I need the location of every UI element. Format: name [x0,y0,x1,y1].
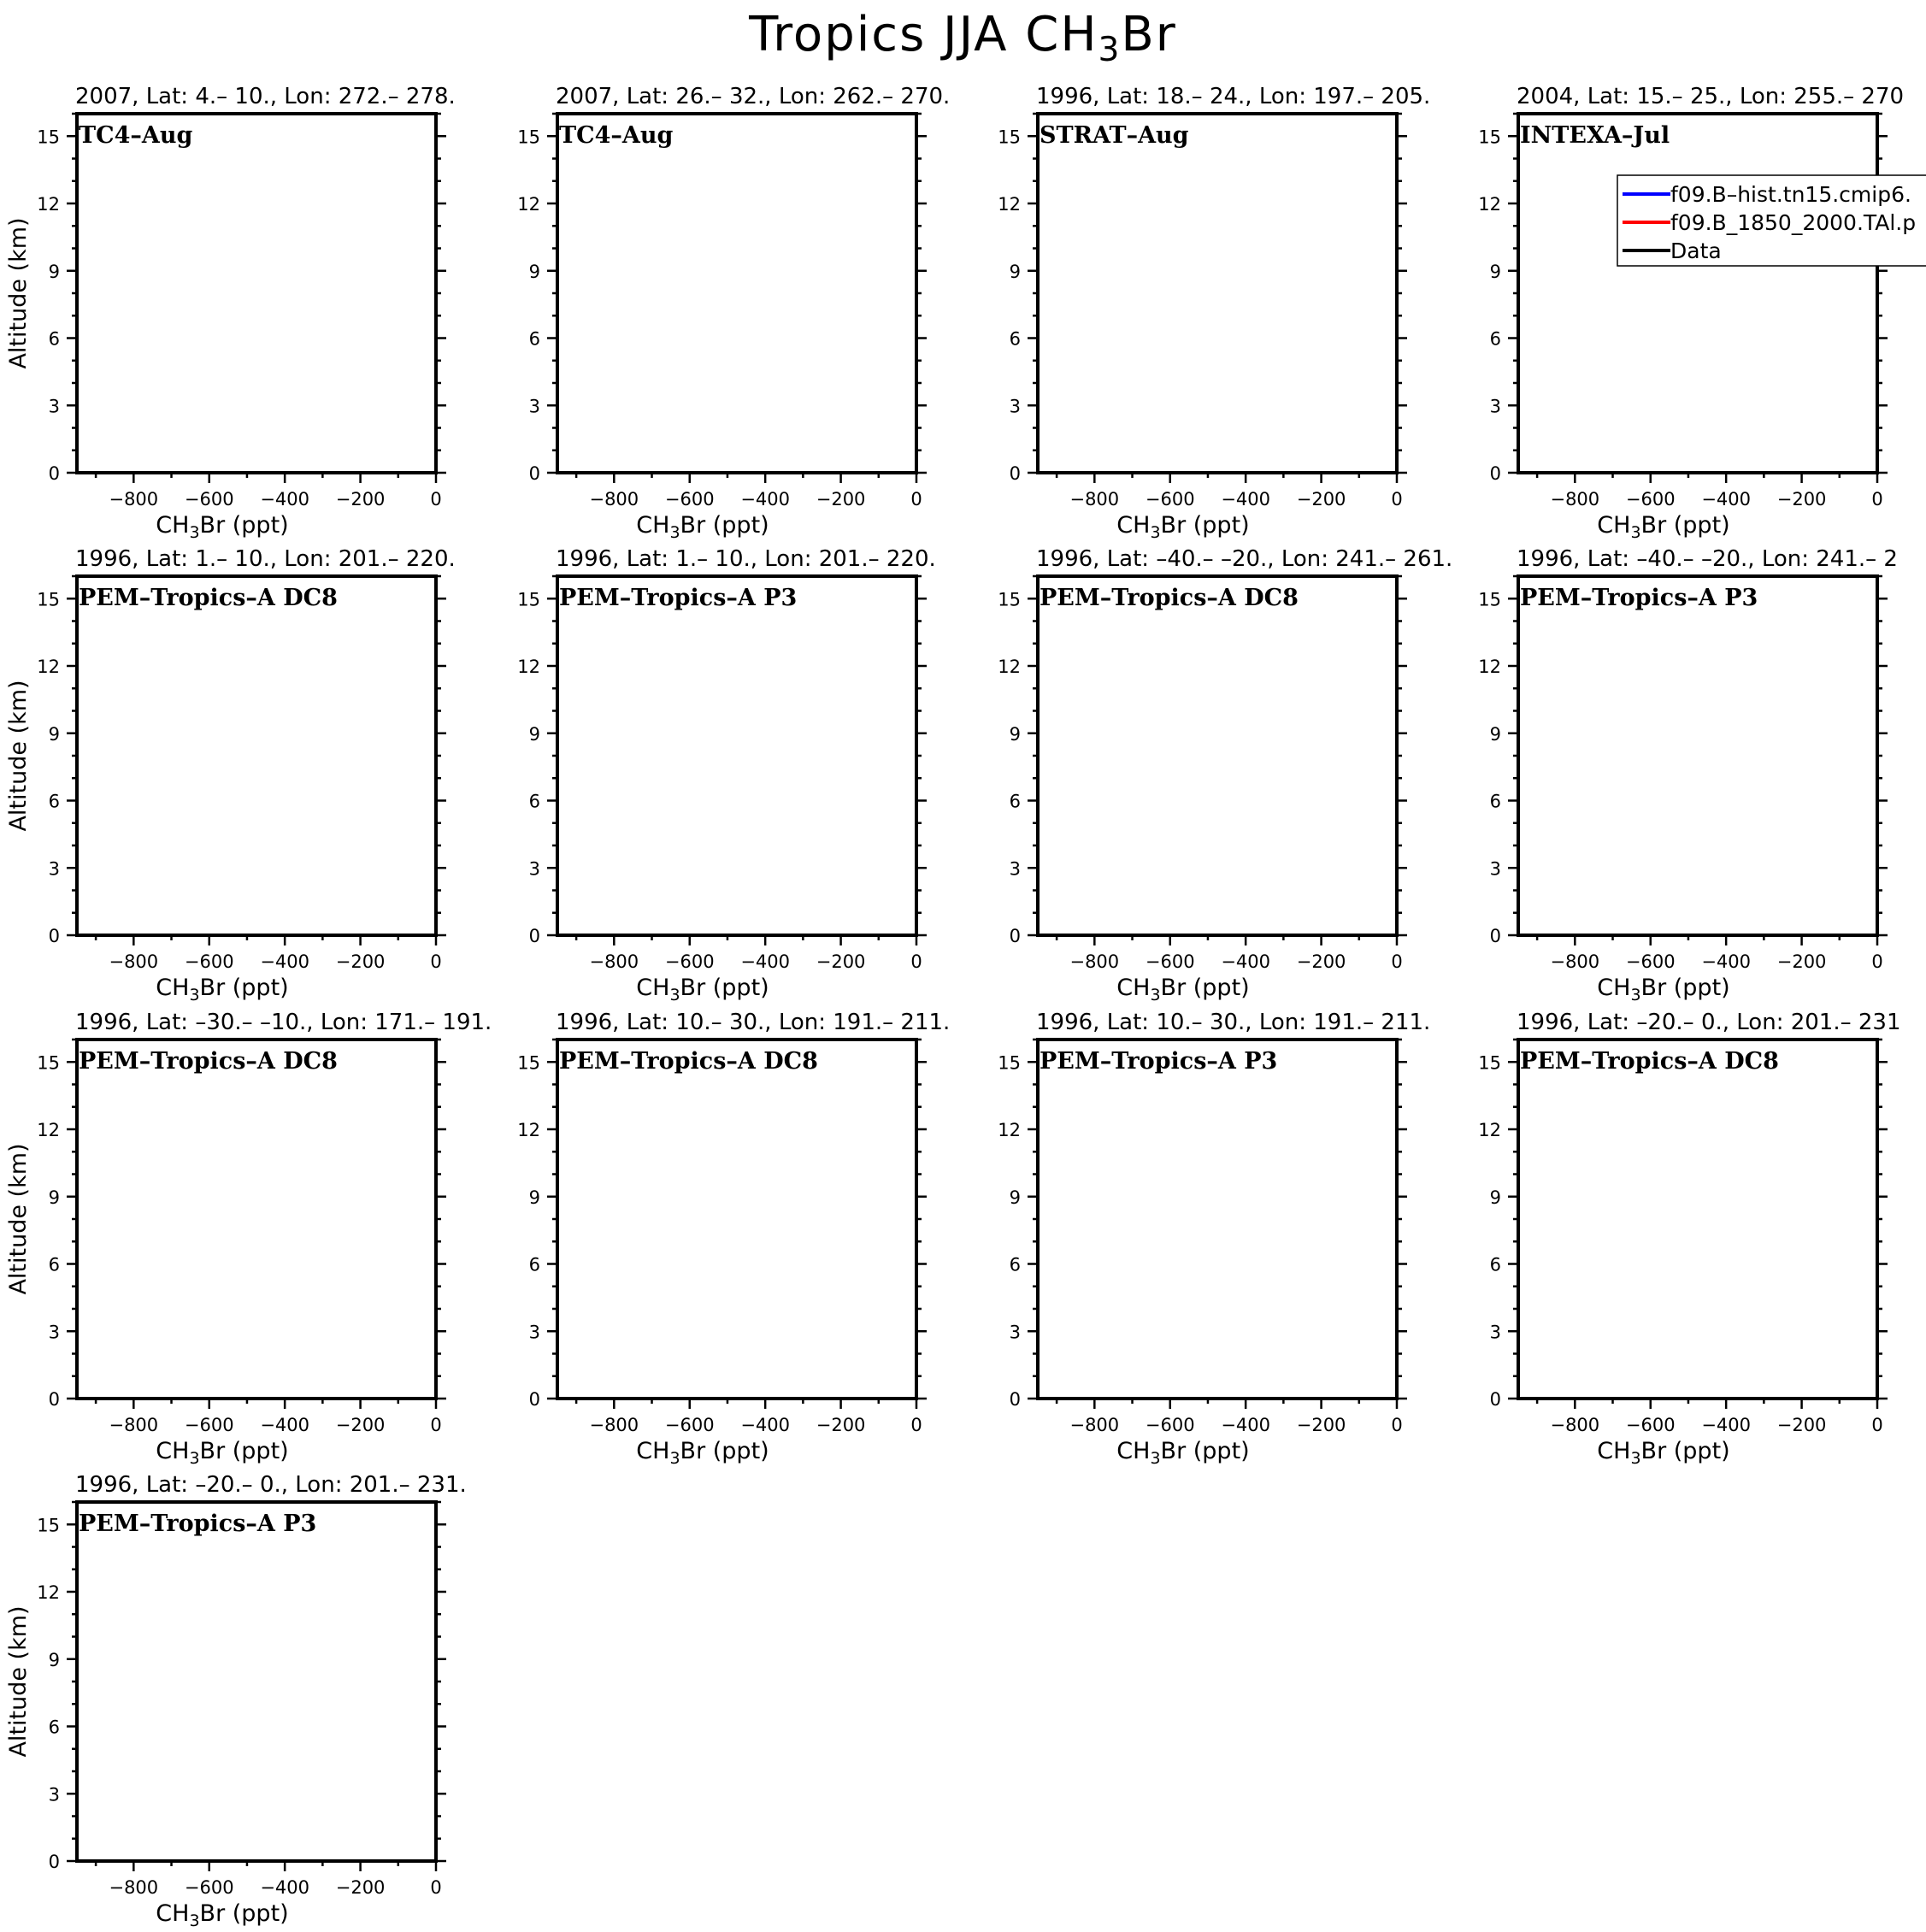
campaign-label: PEM–Tropics–A DC8 [559,1048,818,1075]
y-tick-label: 9 [528,1187,540,1208]
x-tick-label: −200 [816,1415,866,1435]
x-axis-label: $CH_3Br$ (ppt) [156,1900,289,1930]
x-tick-label: −600 [1145,951,1195,972]
x-tick-label: −200 [1776,1415,1827,1435]
y-tick-label: 15 [1478,589,1501,610]
y-tick-label: 15 [517,589,540,610]
x-axis-label: $CH_3Br$ (ppt) [1116,975,1250,1004]
y-tick-label: 15 [37,1052,60,1074]
x-tick-label: 0 [910,489,922,510]
plot-frame [557,114,916,473]
x-tick-label: −800 [589,1415,639,1435]
x-axis-label: $CH_3Br$ (ppt) [1597,512,1730,542]
y-tick-label: 0 [48,1852,60,1872]
x-tick-label: −400 [1221,1415,1271,1435]
campaign-label: PEM–Tropics–A DC8 [79,585,338,611]
x-tick-label: −400 [260,489,310,510]
x-axis-label: $CH_3Br$ (ppt) [1116,512,1250,542]
x-tick-label: −400 [1221,489,1271,510]
y-tick-label: 15 [37,127,60,148]
y-tick-label: 3 [48,396,60,417]
y-tick-label: 9 [48,1649,60,1670]
panel-title: 2004, Lat: 15.– 25., Lon: 255.– 270 [1517,84,1905,109]
x-tick-label: −200 [1296,489,1346,510]
y-tick-label: 0 [528,926,540,946]
y-tick-label: 0 [1489,463,1501,484]
x-tick-label: −600 [1625,1415,1676,1435]
x-axis-label: $CH_3Br$ (ppt) [636,512,769,542]
x-tick-label: −800 [589,951,639,972]
chart-panel-11 [998,1010,1430,1468]
y-tick-label: 9 [1489,261,1501,282]
x-tick-label: −200 [335,1415,386,1435]
x-tick-label: −800 [109,1415,159,1435]
x-tick-label: −600 [184,1415,234,1435]
panel-title: 1996, Lat: 10.– 30., Lon: 191.– 211. [1036,1010,1431,1035]
x-tick-label: 0 [430,1877,442,1898]
y-tick-label: 6 [1489,328,1501,350]
y-tick-label: 12 [517,657,540,677]
x-tick-label: −600 [184,951,234,972]
y-tick-label: 15 [998,589,1021,610]
x-tick-label: −400 [260,951,310,972]
y-tick-label: 12 [517,194,540,215]
y-tick-label: 9 [1009,261,1021,282]
y-tick-label: 9 [1009,1187,1021,1208]
y-tick-label: 12 [1478,1120,1501,1140]
y-tick-label: 0 [1489,1389,1501,1410]
legend-label: f09.B_1850_2000.TAl.p [1670,210,1917,235]
y-tick-label: 6 [1009,1254,1021,1275]
plot-frame [557,576,916,935]
y-tick-label: 9 [1009,723,1021,745]
x-tick-label: −600 [1625,951,1676,972]
x-tick-label: −600 [1145,1415,1195,1435]
y-tick-label: 9 [48,1187,60,1208]
panel-title: 1996, Lat: –20.– 0., Lon: 201.– 231. [75,1472,467,1498]
y-tick-label: 3 [1009,1322,1021,1343]
x-axis-label: $CH_3Br$ (ppt) [156,975,289,1004]
figure-title-main: Tropics JJA CH [749,7,1098,62]
chart-panel-12 [1478,1010,1900,1468]
figure-title-end: Br [1121,7,1177,62]
y-tick-label: 12 [37,1582,60,1603]
y-tick-label: 6 [48,791,60,812]
y-tick-label: 15 [37,1515,60,1536]
panel-title: 1996, Lat: 10.– 30., Lon: 191.– 211. [556,1010,951,1035]
y-tick-label: 6 [528,1254,540,1275]
campaign-label: TC4–Aug [79,122,193,149]
y-tick-label: 3 [1489,1322,1501,1343]
chart-panel-9 [5,1010,492,1468]
x-tick-label: −200 [1296,1415,1346,1435]
y-tick-label: 3 [1489,396,1501,417]
campaign-label: INTEXA–Jul [1520,122,1670,149]
x-tick-label: −600 [1145,489,1195,510]
campaign-label: PEM–Tropics–A P3 [559,585,798,611]
y-tick-label: 3 [1009,858,1021,880]
x-tick-label: −200 [816,489,866,510]
y-tick-label: 3 [528,858,540,880]
campaign-label: PEM–Tropics–A DC8 [1520,1048,1779,1075]
y-tick-label: 0 [48,1389,60,1410]
x-tick-label: −400 [260,1877,310,1898]
chart-panel-7 [998,546,1452,1004]
panel-title: 2007, Lat: 26.– 32., Lon: 262.– 270. [556,84,951,109]
x-tick-label: −400 [740,1415,791,1435]
legend-label: Data [1670,239,1722,263]
y-tick-label: 0 [48,926,60,946]
y-tick-label: 12 [998,1120,1021,1140]
x-tick-label: −200 [335,1877,386,1898]
x-tick-label: 0 [1871,951,1883,972]
y-tick-label: 12 [37,1120,60,1140]
x-tick-label: −600 [664,489,715,510]
y-tick-label: 9 [528,261,540,282]
chart-panel-8 [1478,546,1898,1004]
x-tick-label: −600 [184,1877,234,1898]
panel-title: 1996, Lat: –40.– –20., Lon: 241.– 2 [1517,546,1898,572]
x-tick-label: 0 [1391,1415,1403,1435]
x-tick-label: −800 [1069,1415,1120,1435]
y-axis-label: Altitude (km) [5,217,32,369]
campaign-label: PEM–Tropics–A DC8 [1040,585,1299,611]
y-tick-label: 15 [37,589,60,610]
x-tick-label: −600 [1625,489,1676,510]
x-tick-label: −400 [260,1415,310,1435]
x-tick-label: −200 [335,489,386,510]
x-tick-label: −400 [1701,1415,1752,1435]
y-tick-label: 3 [528,396,540,417]
campaign-label: TC4–Aug [559,122,674,149]
y-tick-label: 12 [998,657,1021,677]
x-tick-label: −800 [1550,489,1600,510]
chart-panel-1 [5,84,456,542]
panel-title: 2007, Lat: 4.– 10., Lon: 272.– 278. [75,84,456,109]
x-tick-label: −800 [109,951,159,972]
y-tick-label: 0 [528,1389,540,1410]
y-tick-label: 9 [528,723,540,745]
chart-panel-4 [1478,84,1926,542]
x-axis-label: $CH_3Br$ (ppt) [156,1438,289,1468]
x-tick-label: −800 [109,1877,159,1898]
y-tick-label: 12 [37,194,60,215]
x-tick-label: −400 [740,951,791,972]
x-tick-label: −400 [1701,951,1752,972]
y-tick-label: 6 [1489,1254,1501,1275]
panel-title: 1996, Lat: 1.– 10., Lon: 201.– 220. [75,546,456,572]
y-tick-label: 0 [1009,463,1021,484]
y-tick-label: 3 [48,1322,60,1343]
panel-title: 1996, Lat: –40.– –20., Lon: 241.– 261. [1036,546,1453,572]
y-tick-label: 9 [48,261,60,282]
y-tick-label: 12 [1478,657,1501,677]
x-axis-label: $CH_3Br$ (ppt) [636,975,769,1004]
plot-frame [1518,576,1877,935]
y-tick-label: 6 [1009,791,1021,812]
y-tick-label: 12 [998,194,1021,215]
x-axis-label: $CH_3Br$ (ppt) [1597,1438,1730,1468]
y-tick-label: 15 [998,1052,1021,1074]
y-tick-label: 6 [1489,791,1501,812]
y-tick-label: 15 [998,127,1021,148]
x-tick-label: −600 [184,489,234,510]
x-tick-label: −200 [1296,951,1346,972]
x-tick-label: 0 [430,1415,442,1435]
y-tick-label: 12 [1478,194,1501,215]
x-tick-label: −600 [664,1415,715,1435]
y-tick-label: 0 [528,463,540,484]
y-tick-label: 9 [1489,723,1501,745]
plot-frame [1038,1040,1397,1399]
y-tick-label: 3 [48,858,60,880]
y-tick-label: 6 [528,791,540,812]
x-tick-label: −200 [335,951,386,972]
y-tick-label: 9 [48,723,60,745]
y-tick-label: 15 [517,1052,540,1074]
x-tick-label: −200 [816,951,866,972]
chart-panel-3 [998,84,1430,542]
chart-panel-10 [517,1010,950,1468]
x-tick-label: −600 [664,951,715,972]
x-tick-label: −400 [1701,489,1752,510]
chart-panel-6 [517,546,936,1004]
y-tick-label: 12 [517,1120,540,1140]
x-tick-label: −800 [589,489,639,510]
x-tick-label: 0 [1871,1415,1883,1435]
y-tick-label: 6 [48,328,60,350]
y-tick-label: 0 [1009,926,1021,946]
y-tick-label: 3 [48,1784,60,1805]
y-tick-label: 6 [1009,328,1021,350]
x-axis-label: $CH_3Br$ (ppt) [636,1438,769,1468]
x-tick-label: 0 [1391,489,1403,510]
campaign-label: PEM–Tropics–A P3 [79,1511,317,1537]
y-tick-label: 3 [528,1322,540,1343]
plot-frame [77,576,436,935]
plot-frame [77,1502,436,1861]
x-tick-label: −800 [1069,489,1120,510]
panel-title: 1996, Lat: 18.– 24., Lon: 197.– 205. [1036,84,1431,109]
chart-panel-5 [5,546,456,1004]
y-tick-label: 0 [1489,926,1501,946]
chart-panel-2 [517,84,950,542]
x-tick-label: −800 [1550,1415,1600,1435]
x-tick-label: −800 [1069,951,1120,972]
campaign-label: PEM–Tropics–A P3 [1040,1048,1278,1075]
y-tick-label: 3 [1489,858,1501,880]
plot-frame [1518,114,1877,473]
x-tick-label: 0 [430,489,442,510]
y-tick-label: 0 [48,463,60,484]
y-axis-label: Altitude (km) [5,680,32,832]
x-axis-label: $CH_3Br$ (ppt) [1116,1438,1250,1468]
y-tick-label: 15 [1478,127,1501,148]
panel-title: 1996, Lat: 1.– 10., Lon: 201.– 220. [556,546,936,572]
panel-title: 1996, Lat: –30.– –10., Lon: 171.– 191. [75,1010,492,1035]
y-tick-label: 6 [48,1717,60,1738]
campaign-label: PEM–Tropics–A P3 [1520,585,1758,611]
y-tick-label: 3 [1009,396,1021,417]
y-tick-label: 15 [1478,1052,1501,1074]
x-tick-label: 0 [1871,489,1883,510]
y-axis-label: Altitude (km) [5,1143,32,1295]
x-tick-label: −400 [1221,951,1271,972]
x-tick-label: −200 [1776,489,1827,510]
campaign-label: STRAT–Aug [1040,122,1189,149]
y-tick-label: 6 [528,328,540,350]
x-tick-label: −800 [1550,951,1600,972]
x-axis-label: $CH_3Br$ (ppt) [1597,975,1730,1004]
y-tick-label: 0 [1009,1389,1021,1410]
plot-frame [1038,114,1397,473]
y-axis-label: Altitude (km) [5,1605,32,1758]
x-tick-label: −400 [740,489,791,510]
x-tick-label: −800 [109,489,159,510]
plot-frame [77,1040,436,1399]
x-axis-label: $CH_3Br$ (ppt) [156,512,289,542]
y-tick-label: 12 [37,657,60,677]
x-tick-label: 0 [430,951,442,972]
legend-label: f09.B–hist.tn15.cmip6. [1670,182,1911,207]
plot-frame [557,1040,916,1399]
panel-title: 1996, Lat: –20.– 0., Lon: 201.– 231 [1517,1010,1901,1035]
y-tick-label: 9 [1489,1187,1501,1208]
campaign-label: PEM–Tropics–A DC8 [79,1048,338,1075]
plot-frame [77,114,436,473]
x-tick-label: 0 [910,1415,922,1435]
x-tick-label: −200 [1776,951,1827,972]
legend [1617,175,1926,266]
x-tick-label: 0 [910,951,922,972]
chart-panel-13 [5,1472,467,1930]
plot-frame [1038,576,1397,935]
plot-frame [1518,1040,1877,1399]
x-tick-label: 0 [1391,951,1403,972]
y-tick-label: 6 [48,1254,60,1275]
figure-title-subscript: 3 [1098,31,1122,70]
y-tick-label: 15 [517,127,540,148]
